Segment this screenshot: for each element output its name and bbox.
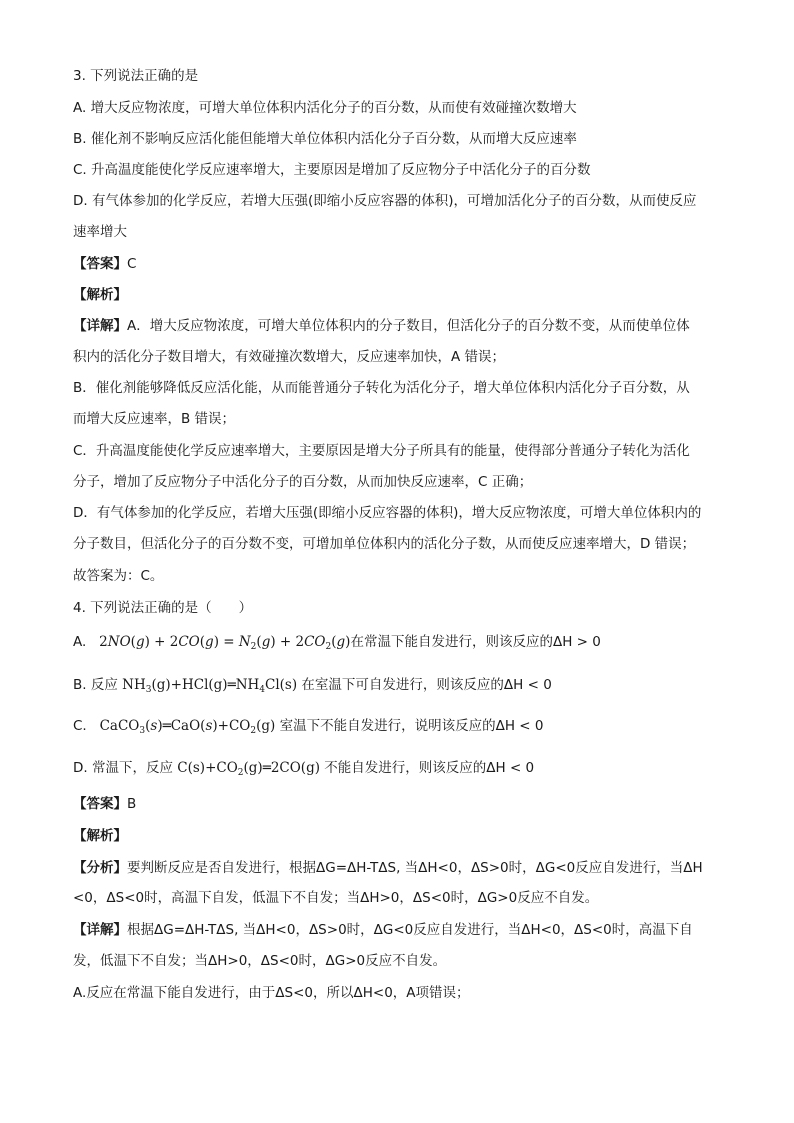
q4-stem: 4. 下列说法正确的是（ ） [73,600,253,616]
q3-option-d-line2: 速率增大 [73,224,127,240]
option-prefix: A. [73,634,87,650]
q4-answer [73,794,136,814]
q3-explanation-8: 分子数目，但活化分子的百分数不变，可增加单位体积内的活化分子数，从而使反应速率增大，D 错误； [73,536,696,552]
q3-answer [73,254,136,274]
option-suffix: 在常温下能自发进行，则该反应的ΔH > 0 [350,634,601,650]
q3-explanation-3: B．催化剂能够降低反应活化能，从而能普通分子转化为活化分子，增大单位体积内活化分子百分数，从 [73,380,690,396]
detail-tag: 【详解】 [73,318,127,334]
option-prefix: D. 常温下，反应 [73,760,173,776]
answer-value: B [127,796,137,812]
q3-explanation-9: 故答案为：C。 [73,568,164,584]
fenxi-text: 要判断反应是否自发进行，根据ΔG=ΔH-TΔS, 当ΔH<0，ΔS>0时，ΔG<0反应自发进行，当ΔH [127,860,703,876]
equation-a: $2NO(g) + 2CO(g) = N_2(g) + 2CO_2(g)$ [90,634,351,652]
q4-analysis-tag: 【解析】 [73,828,127,844]
option-prefix: B. 反应 [73,677,118,693]
q3-analysis-tag: 【解析】 [73,287,127,303]
q4-detail-3: A.反应在常温下能自发进行，由于ΔS<0，所以ΔH<0，A项错误； [73,985,470,1001]
q3-stem: 3. 下列说法正确的是 [73,68,199,84]
q3-explanation-6: 分子，增加了反应物分子中活化分子的百分数，从而加快反应速率，C 正确； [73,474,533,490]
q4-option-d [73,758,534,778]
option-suffix: 在室温下可自发进行，则该反应的ΔH < 0 [301,677,552,693]
q3-option-d-line1: D. 有气体参加的化学反应，若增大压强(即缩小反应容器的体积)，可增加活化分子的百分数，从而使反应 [73,193,697,209]
q3-explanation-2: 积内的活化分子数目增大，有效碰撞次数增大，反应速率加快，A 错误； [73,349,506,365]
fenxi-tag: 【分析】 [73,860,127,876]
q3-explanation-1 [73,316,690,336]
q4-fenxi-1 [73,858,703,878]
detail-tag: 【详解】 [73,922,127,938]
q3-explanation-4: 而增大反应速率，B 错误； [73,411,236,427]
q4-option-b [73,675,552,695]
q3-explanation-5: C．升高温度能使化学反应速率增大，主要原因是增大分子所具有的能量，使得部分普通分子转化为活化 [73,443,690,459]
answer-value: C [127,256,137,272]
answer-tag: 【答案】 [73,256,127,272]
q4-option-c [73,716,543,736]
option-suffix: 室温下不能自发进行，说明该反应的ΔH < 0 [279,718,544,734]
q3-explanation-7: D．有气体参加的化学反应，若增大压强(即缩小反应容器的体积)，增大反应物浓度，可增大单位体积内的 [73,505,702,521]
equation-d: $C(s)+CO_2(g)═2CO(g)$ [177,760,320,778]
q3-option-a: A. 增大反应物浓度，可增大单位体积内活化分子的百分数，从而使有效碰撞次数增大 [73,100,577,116]
q4-detail-1 [73,920,693,940]
equation-c: $CaCO_3(s)═CaO(s)+CO_2(g)$ [91,718,276,736]
option-suffix: 不能自发进行，则该反应的ΔH < 0 [324,760,535,776]
equation-b: $NH_3(g)+HCl(g)═NH_4Cl(s)$ [122,677,298,695]
detail-text: 根据ΔG=ΔH-TΔS, 当ΔH<0，ΔS>0时，ΔG<0反应自发进行，当ΔH<0，ΔS<0时，高温下自 [127,922,693,938]
q3-option-c: C. 升高温度能使化学反应速率增大，主要原因是增加了反应物分子中活化分子的百分数 [73,162,591,178]
explanation-text: A．增大反应物浓度，可增大单位体积内的分子数目，但活化分子的百分数不变，从而使单位体 [127,318,690,334]
q4-detail-2: 发，低温下不自发；当ΔH>0，ΔS<0时，ΔG>0反应不自发。 [73,953,447,969]
q4-option-a [73,632,601,652]
q4-fenxi-2: <0，ΔS<0时，高温下自发，低温下不自发；当ΔH>0，ΔS<0时，ΔG>0反应不自发。 [73,890,599,906]
q3-option-b: B. 催化剂不影响反应活化能但能增大单位体积内活化分子百分数，从而增大反应速率 [73,131,577,147]
answer-tag: 【答案】 [73,796,127,812]
option-prefix: C. [73,718,87,734]
